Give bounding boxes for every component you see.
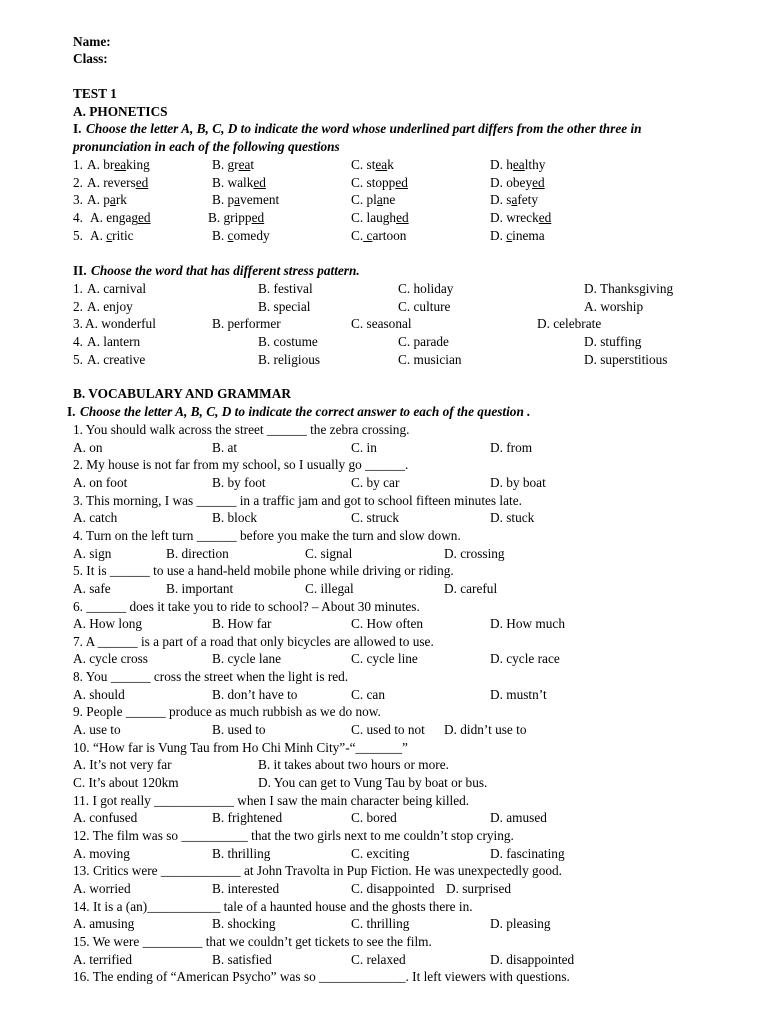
phonetics-instruction: Choose the letter A, B, C, D to indicate the word whose underlined part differs from the other three in	[86, 121, 642, 136]
option-c: C. laughed	[351, 210, 409, 226]
option-b: B. by foot	[212, 474, 266, 490]
name-line	[0, 33, 768, 51]
option-c: C. illegal	[305, 580, 354, 596]
option-b: B. direction	[166, 545, 229, 561]
option-a: A. wonderful	[85, 316, 156, 332]
option-c: C. relaxed	[351, 951, 406, 967]
option-c: C. used to not	[351, 722, 425, 738]
question-stem: 3. This morning, I was ______ in a traffic jam and got to school fifteen minutes late.	[73, 492, 522, 508]
vocab-question-stem	[0, 456, 768, 474]
question-stem: 13. Critics were ____________ at John Travolta in Pup Fiction. He was unexpectedly good.	[73, 863, 562, 879]
vocab-instruction: Choose the letter A, B, C, D to indicate the correct answer to each of the question .	[80, 404, 531, 419]
option-d: D. safety	[490, 192, 539, 208]
option-c: C. cartoon	[351, 227, 407, 243]
phonetics-question-row	[0, 174, 768, 192]
question-stem: 14. It is a (an)___________ tale of a haunted house and the ghosts there in.	[73, 898, 473, 914]
option-d: D. surprised	[446, 880, 511, 896]
phonetics-instruction-line	[0, 120, 768, 138]
option-d: D. Thanksgiving	[584, 281, 674, 296]
option-d: D. superstitious	[584, 351, 668, 367]
option-c: C. It’s about 120km	[73, 775, 179, 790]
test-title-line	[0, 85, 768, 103]
option-c: C. in	[351, 439, 377, 455]
vocab-instruction-line	[0, 403, 768, 421]
option-a: A. carnival	[87, 281, 147, 296]
option-a: A. creative	[87, 351, 146, 367]
roman-numeral: I.	[67, 404, 76, 419]
option-d: D. stuck	[490, 510, 535, 526]
option-b: B. it takes about two hours or more.	[258, 757, 449, 773]
question-stem: 8. You ______ cross the street when the light is red.	[73, 669, 349, 685]
question-number: 1.	[73, 281, 83, 296]
vocab-question-stem	[0, 562, 768, 580]
option-a: A. lantern	[87, 334, 141, 350]
vocab-question-stem	[0, 827, 768, 845]
option-d: D. pleasing	[490, 916, 551, 932]
option-a: A. amusing	[73, 916, 135, 932]
vocab-question-stem	[0, 633, 768, 651]
option-b: B. great	[212, 157, 255, 172]
option-d: D. celebrate	[537, 316, 602, 332]
option-a: A. terrified	[73, 951, 133, 967]
option-c: C. parade	[398, 334, 449, 350]
option-d: D. from	[490, 439, 533, 455]
option-a: A. engaged	[90, 210, 151, 226]
option-d: D. You can get to Vung Tau by boat or bus.	[258, 775, 488, 790]
option-b: B. costume	[258, 334, 318, 350]
vocab-question-stem	[0, 968, 768, 986]
phonetics-question-row	[0, 209, 768, 227]
option-b: B. at	[212, 439, 238, 455]
vocab-options-row	[0, 650, 768, 668]
option-d: D. cycle race	[490, 651, 560, 667]
option-d: D. amused	[490, 810, 547, 826]
option-c: C. can	[351, 686, 385, 702]
option-a: A. reversed	[87, 174, 149, 190]
option-d: D. wrecked	[490, 210, 552, 226]
option-b: B. used to	[212, 722, 266, 738]
question-stem: 15. We were _________ that we couldn’t get tickets to see the film.	[73, 933, 432, 949]
option-d: D. mustn’t	[490, 686, 547, 702]
phonetics-instruction: pronunciation in each of the following questions	[73, 139, 340, 154]
vocab-options-row	[0, 615, 768, 633]
question-stem: 1. You should walk across the street ______ the zebra crossing.	[73, 422, 410, 437]
option-d: D. stuffing	[584, 334, 642, 350]
option-a: A. It’s not very far	[73, 757, 172, 773]
question-number: 5.	[73, 227, 83, 243]
vocab-question-stem	[0, 703, 768, 721]
option-d: D. careful	[444, 580, 498, 596]
option-d: D. healthy	[490, 157, 546, 172]
stress-question-row	[0, 315, 768, 333]
vocab-options-row	[0, 686, 768, 704]
option-b: B. How far	[212, 616, 272, 632]
stress-instruction: Choose the word that has different stress pattern.	[91, 263, 360, 278]
vocab-options-row	[0, 439, 768, 457]
option-a: A. breaking	[87, 157, 150, 172]
vocab-options-row	[0, 474, 768, 492]
vocab-options-row	[0, 545, 768, 563]
question-number: 1.	[73, 157, 83, 172]
phonetics-question-row	[0, 227, 768, 245]
stress-instruction-line	[0, 262, 768, 280]
option-d: A. worship	[584, 298, 644, 314]
stress-question-row	[0, 351, 768, 369]
vocab-question-stem	[0, 898, 768, 916]
vocab-question-stem	[0, 668, 768, 686]
option-d: D. disappointed	[490, 951, 575, 967]
question-stem: 10. “How far is Vung Tau from Ho Chi Minh City”-“_______”	[73, 739, 408, 755]
option-a: A. catch	[73, 510, 118, 526]
option-c: C. struck	[351, 510, 400, 526]
option-a: A. enjoy	[87, 298, 133, 314]
option-c: C. How often	[351, 616, 424, 632]
vocab-options-row	[0, 756, 768, 774]
vocab-options-row	[0, 721, 768, 739]
phonetics-question-row	[0, 191, 768, 209]
option-b: B. performer	[212, 316, 281, 332]
stress-question-row	[0, 333, 768, 351]
option-a: A. safe	[73, 580, 111, 596]
roman-numeral: II.	[73, 263, 87, 278]
option-a: A. park	[87, 192, 127, 208]
option-d: D. cinema	[490, 227, 545, 243]
option-a: A. How long	[73, 616, 143, 632]
option-b: B. gripped	[208, 210, 265, 226]
option-c: C. musician	[398, 351, 462, 367]
option-d: D. How much	[490, 616, 565, 632]
question-stem: 9. People ______ produce as much rubbish as we do now.	[73, 704, 381, 720]
option-c: C. by car	[351, 474, 400, 490]
option-c: C. exciting	[351, 845, 410, 861]
option-a: A. critic	[90, 227, 134, 243]
vocab-heading-line	[0, 385, 768, 403]
vocab-question-stem	[0, 421, 768, 439]
option-a: A. cycle cross	[73, 651, 148, 667]
option-b: B. interested	[212, 880, 280, 896]
question-stem: 16. The ending of “American Psycho” was so _____________. It left viewers with questions.	[73, 969, 570, 985]
option-b: B. important	[166, 580, 234, 596]
vocab-options-row	[0, 580, 768, 598]
vocab-question-stem	[0, 862, 768, 880]
option-d: D. didn’t use to	[444, 722, 527, 738]
option-a: A. on	[73, 439, 103, 455]
question-number: 3.	[73, 192, 83, 208]
question-stem: 11. I got really ____________ when I saw the main character being killed.	[73, 792, 470, 808]
test-title: TEST 1	[73, 86, 117, 101]
class-label: Class:	[73, 51, 108, 66]
question-number: 3.	[73, 316, 83, 332]
option-b: B. cycle lane	[212, 651, 282, 667]
option-b: B. shocking	[212, 916, 276, 932]
option-c: C. signal	[305, 545, 353, 561]
vocab-options-row	[0, 951, 768, 969]
vocab-options-row	[0, 509, 768, 527]
question-number: 2.	[73, 174, 83, 190]
option-b: B. satisfied	[212, 951, 272, 967]
phonetics-heading-line	[0, 103, 768, 121]
vocab-options-row	[0, 845, 768, 863]
vocab-question-stem	[0, 792, 768, 810]
stress-question-row	[0, 280, 768, 298]
vocab-options-row	[0, 774, 768, 792]
vocab-options-row	[0, 809, 768, 827]
vocab-question-stem	[0, 492, 768, 510]
class-line	[0, 50, 768, 68]
option-c: C. thrilling	[351, 916, 410, 932]
vocab-question-stem	[0, 527, 768, 545]
option-c: C. stopped	[351, 174, 408, 190]
question-stem: 2. My house is not far from my school, so I usually go ______.	[73, 457, 409, 473]
option-d: D. by boat	[490, 474, 546, 490]
roman-numeral: I.	[73, 121, 82, 136]
option-c: C. plane	[351, 192, 396, 208]
vocab-question-stem	[0, 598, 768, 616]
option-b: B. don’t have to	[212, 686, 298, 702]
option-b: B. festival	[258, 281, 313, 296]
option-d: D. obeyed	[490, 174, 545, 190]
question-number: 5.	[73, 351, 83, 367]
question-number: 4.	[73, 334, 83, 350]
option-a: A. use to	[73, 722, 121, 738]
phonetics-heading: A. PHONETICS	[73, 104, 168, 119]
option-b: B. religious	[258, 351, 321, 367]
option-b: B. special	[258, 298, 311, 314]
vocab-question-stem	[0, 739, 768, 757]
option-c: C. culture	[398, 298, 451, 314]
vocab-options-row	[0, 915, 768, 933]
option-c: C. holiday	[398, 281, 454, 296]
question-number: 4.	[73, 210, 83, 226]
question-stem: 7. A ______ is a part of a road that only bicycles are allowed to use.	[73, 633, 434, 649]
option-d: D. fascinating	[490, 845, 565, 861]
option-b: B. frightened	[212, 810, 283, 826]
name-label: Name:	[73, 34, 111, 49]
option-b: B. pavement	[212, 192, 280, 208]
option-b: B. thrilling	[212, 845, 271, 861]
option-c: C. seasonal	[351, 316, 412, 332]
phonetics-instruction-line	[0, 138, 768, 156]
option-b: B. walked	[212, 174, 266, 190]
question-stem: 12. The film was so __________ that the two girls next to me couldn’t stop crying.	[73, 827, 514, 843]
option-b: B. comedy	[212, 227, 270, 243]
option-c: C. steak	[351, 157, 394, 172]
option-c: C. cycle line	[351, 651, 418, 667]
option-a: A. on foot	[73, 474, 128, 490]
option-c: C. disappointed	[351, 880, 435, 896]
vocab-options-row	[0, 880, 768, 898]
question-stem: 5. It is ______ to use a hand-held mobile phone while driving or riding.	[73, 563, 454, 579]
vocab-heading: B. VOCABULARY AND GRAMMAR	[73, 386, 291, 401]
option-d: D. crossing	[444, 545, 505, 561]
phonetics-question-row	[0, 156, 768, 174]
option-a: A. confused	[73, 810, 138, 826]
option-a: A. moving	[73, 845, 130, 861]
option-b: B. block	[212, 510, 258, 526]
question-stem: 4. Turn on the left turn ______ before you make the turn and slow down.	[73, 527, 461, 543]
option-a: A. sign	[73, 545, 112, 561]
option-c: C. bored	[351, 810, 397, 826]
question-stem: 6. ______ does it take you to ride to school? – About 30 minutes.	[73, 598, 420, 614]
option-a: A. should	[73, 686, 125, 702]
stress-question-row	[0, 298, 768, 316]
option-a: A. worried	[73, 880, 131, 896]
vocab-question-stem	[0, 933, 768, 951]
question-number: 2.	[73, 298, 83, 314]
